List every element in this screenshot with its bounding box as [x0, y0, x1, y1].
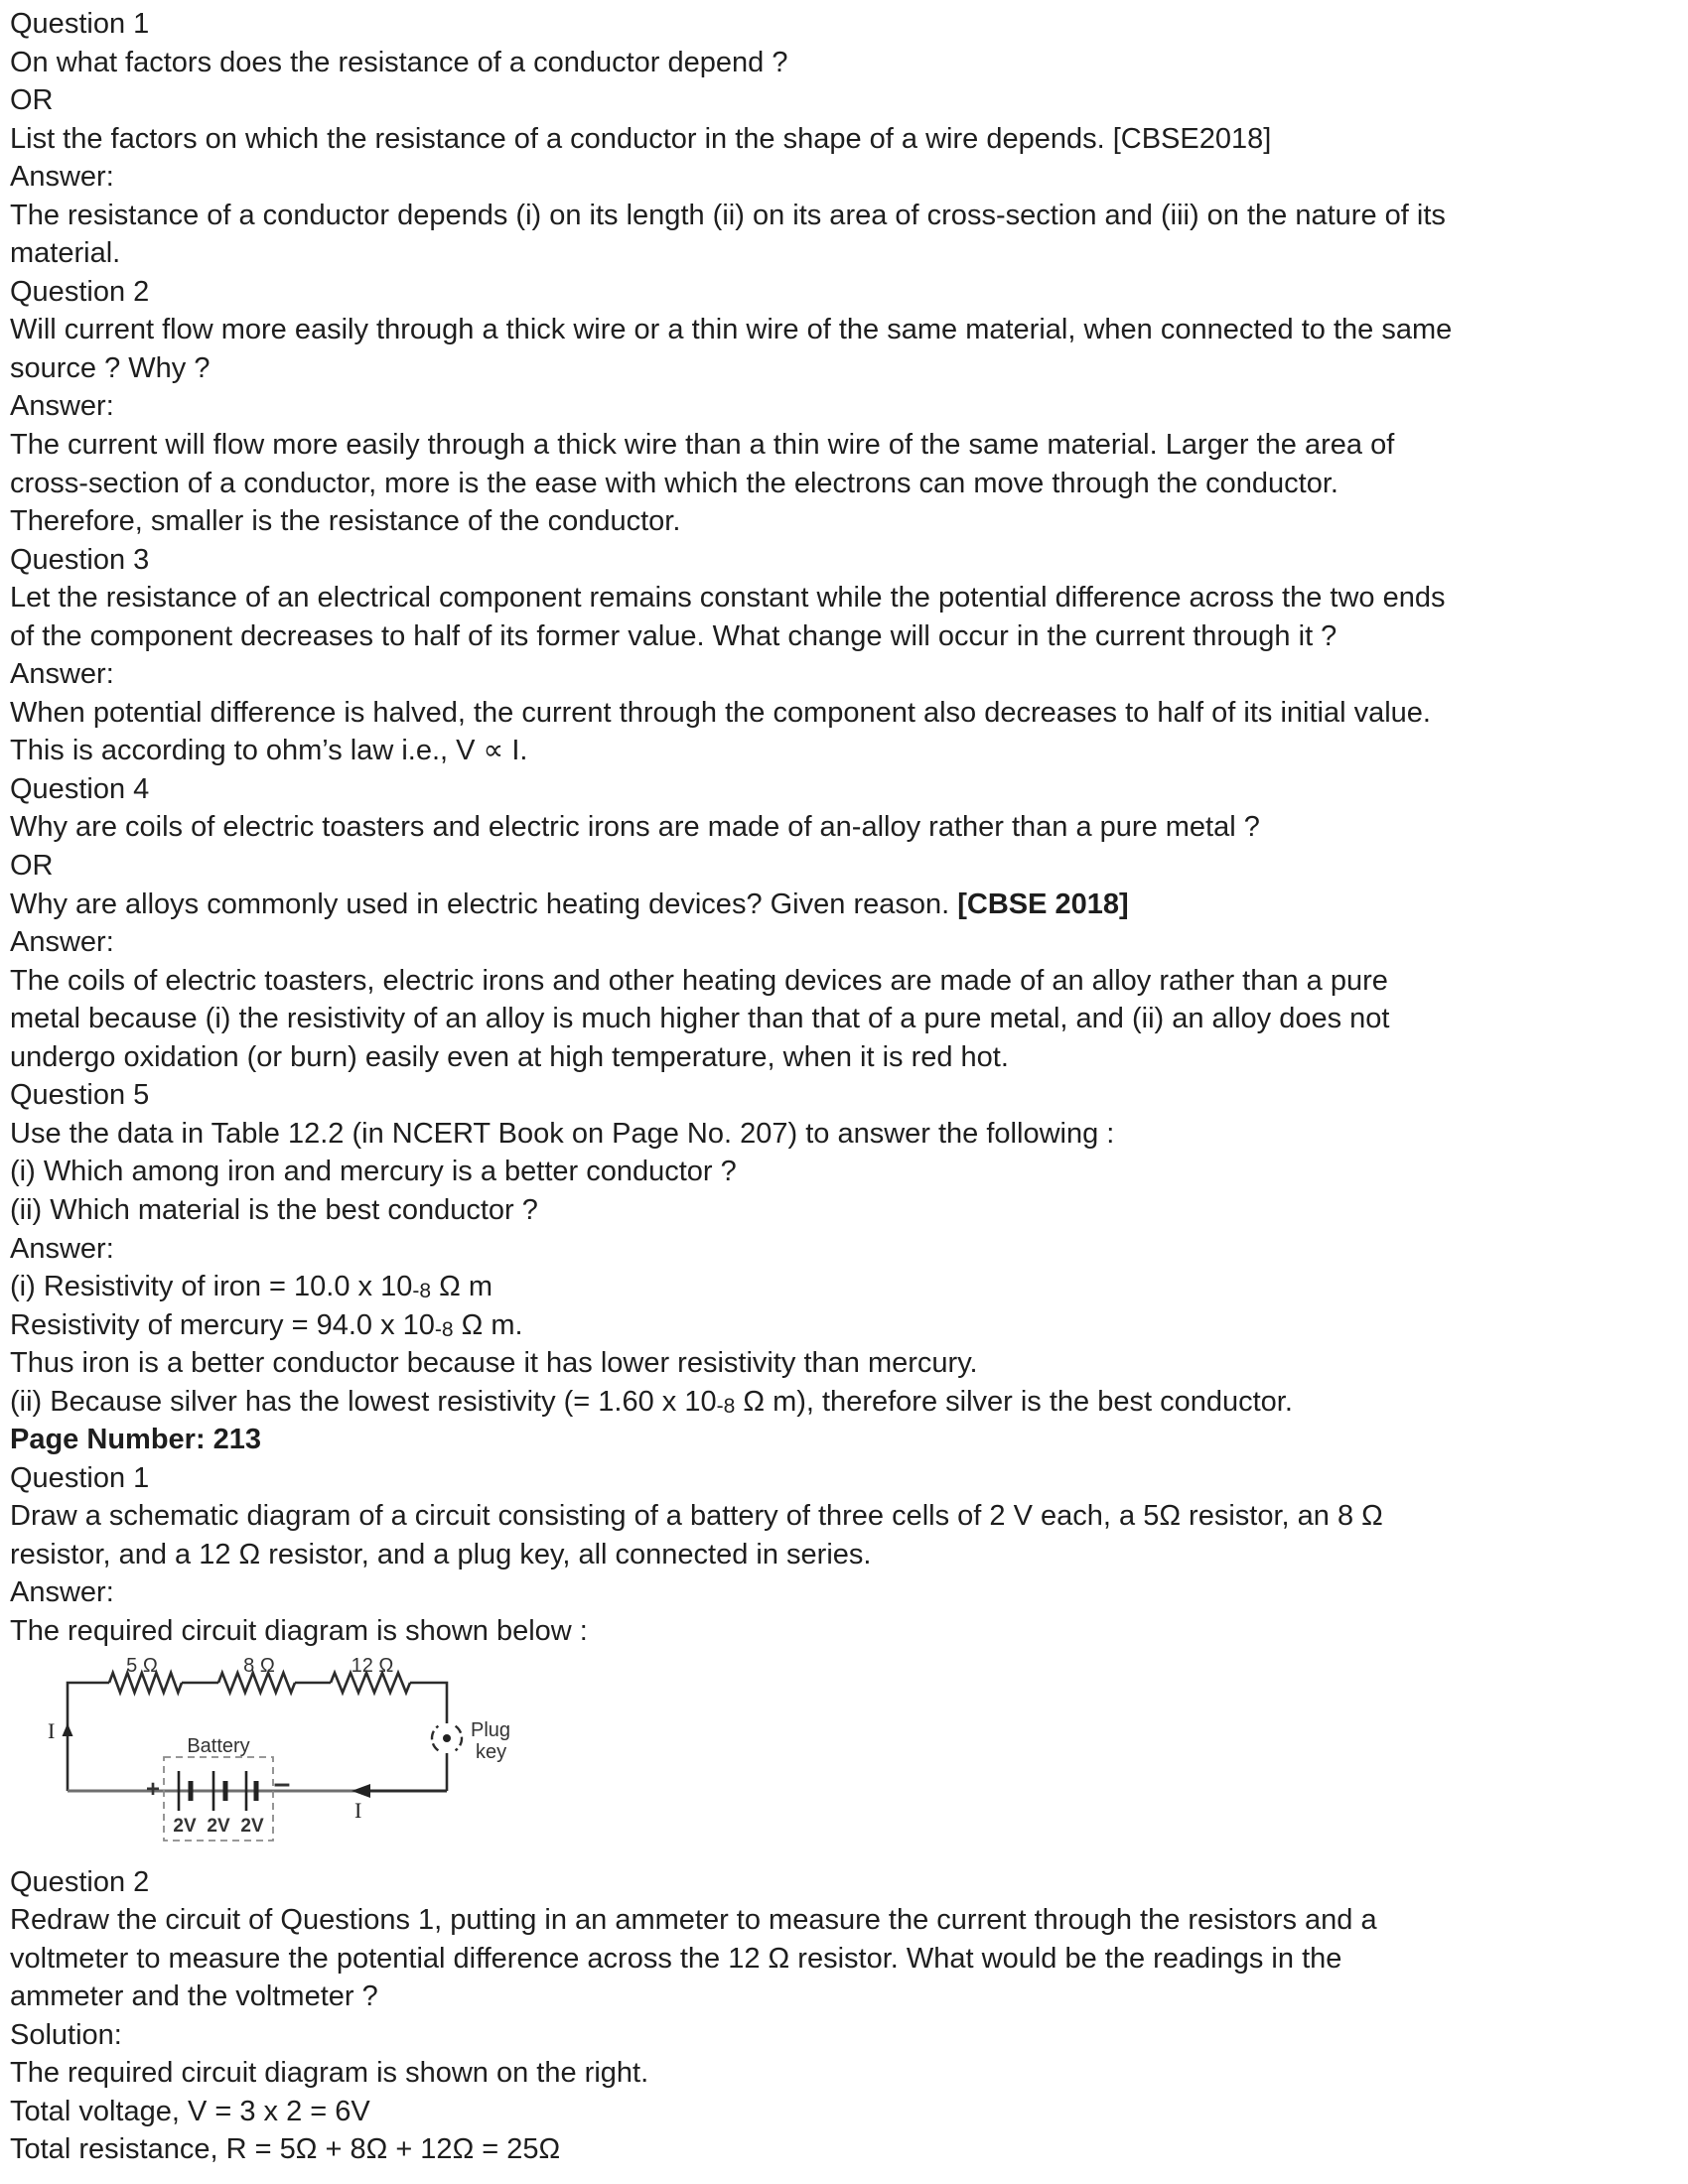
text-line: Answer:	[10, 658, 114, 691]
text-line: Solution:	[10, 2018, 122, 2051]
battery	[146, 1735, 290, 1841]
text-line: Question 4	[10, 772, 150, 805]
text-line: (i) Which among iron and mercury is a better conductor ?	[10, 1156, 737, 1188]
text-line: Resistivity of mercury = 94.0 x $10_{-8}$ Ω m.	[10, 1308, 523, 1341]
text-line: voltmeter to measure the potential difference across the 12 Ω resistor. What would be the readings in the	[10, 1942, 1342, 1975]
text-line: The coils of electric toasters, electric irons and other heating devices are made of an alloy rather than a pure	[10, 964, 1388, 997]
plug-key-label-1: Plug	[471, 1718, 511, 1741]
text-line: Total resistance, R = 5Ω + 8Ω + 12Ω = 25Ω	[10, 2133, 561, 2166]
text-line: ammeter and the voltmeter ?	[10, 1980, 378, 2013]
text-line: Why are coils of electric toasters and electric irons are made of an-alloy rather than a pure metal ?	[10, 811, 1260, 844]
resistor-12ohm-label: 12 Ω	[351, 1654, 394, 1677]
battery-cell-label-2: 2V	[207, 1815, 230, 1837]
text-block-bottom	[10, 1863, 1682, 2169]
text-line: (ii) Which material is the best conductor ?	[10, 1193, 538, 1226]
text-line: OR	[10, 84, 54, 117]
text-line: Redraw the circuit of Questions 1, putting in an ammeter to measure the current through the resistors and a	[10, 1904, 1377, 1937]
text-line: Answer:	[10, 390, 114, 423]
text-line: Let the resistance of an electrical component remains constant while the potential difference across the two ends	[10, 582, 1446, 614]
text-line: Will current flow more easily through a thick wire or a thin wire of the same material, when connected to the same	[10, 314, 1453, 346]
resistor-8ohm-label: 8 Ω	[243, 1654, 275, 1677]
text-line: Question 3	[10, 543, 150, 576]
circuit-wires	[68, 1683, 447, 1791]
text-line: Question 2	[10, 275, 150, 308]
text-line: On what factors does the resistance of a conductor depend ?	[10, 46, 788, 78]
text-line: material.	[10, 237, 121, 270]
text-line: This is according to ohm’s law i.e., V ∝ I.	[10, 735, 528, 767]
text-line: metal because (i) the resistivity of an alloy is much higher than that of a pure metal, and (ii) an alloy does not	[10, 1003, 1390, 1035]
text-block-top	[10, 5, 1682, 1651]
text-line: Draw a schematic diagram of a circuit consisting of a battery of three cells of 2 V each, a 5Ω resistor, an 8 Ω	[10, 1500, 1383, 1533]
current-arrow-left	[352, 1784, 370, 1798]
text-line: undergo oxidation (or burn) easily even at high temperature, when it is red hot.	[10, 1040, 1009, 1073]
current-arrow-up	[63, 1723, 73, 1736]
text-line: The current will flow more easily through a thick wire than a thin wire of the same material. Larger the area of	[10, 429, 1395, 462]
text-line: Therefore, smaller is the resistance of the conductor.	[10, 505, 681, 538]
text-line: Use the data in Table 12.2 (in NCERT Book on Page No. 207) to answer the following :	[10, 1117, 1115, 1150]
text-line: resistor, and a 12 Ω resistor, and a plug key, all connected in series.	[10, 1538, 872, 1570]
text-line: Page Number: 213	[10, 1424, 262, 1456]
circuit-diagram-container	[30, 1651, 1682, 1863]
text-line: The resistance of a conductor depends (i) on its length (ii) on its area of cross-section and (iii) on the nature of its	[10, 199, 1446, 231]
current-label-left: I	[48, 1717, 56, 1743]
text-line: Why are alloys commonly used in electric heating devices? Given reason. [CBSE 2018]	[10, 887, 1129, 920]
battery-minus-sign: –	[273, 1766, 291, 1800]
text-line: Answer:	[10, 1576, 114, 1609]
text-line: OR	[10, 850, 54, 883]
text-line: The required circuit diagram is shown on the right.	[10, 2057, 649, 2090]
circuit-diagram	[30, 1651, 566, 1854]
resistor-5ohm-label: 5 Ω	[126, 1654, 158, 1677]
text-line: Question 5	[10, 1079, 150, 1112]
text-line: Question 1	[10, 8, 150, 40]
text-line: Answer:	[10, 161, 114, 194]
text-line: Thus iron is a better conductor because it has lower resistivity than mercury.	[10, 1347, 978, 1380]
plug-key	[432, 1719, 510, 1763]
text-line: Answer:	[10, 926, 114, 959]
plug-key-label-2: key	[476, 1740, 507, 1763]
text-line: Question 1	[10, 1461, 150, 1494]
text-line: The required circuit diagram is shown below :	[10, 1614, 588, 1647]
text-line: Answer:	[10, 1232, 114, 1265]
battery-cell-label-1: 2V	[173, 1815, 197, 1837]
battery-label: Battery	[187, 1734, 250, 1757]
text-line: When potential difference is halved, the current through the component also decreases to half of its initial value.	[10, 696, 1431, 729]
plug-key-dot	[443, 1734, 451, 1742]
text-line: (ii) Because silver has the lowest resistivity (= 1.60 x $10_{-8}$ Ω m), therefore silver is the best conductor.	[10, 1385, 1293, 1418]
current-label-bottom: I	[354, 1797, 362, 1823]
text-line: List the factors on which the resistance of a conductor in the shape of a wire depends. [CBSE2018]	[10, 122, 1272, 155]
battery-cell-label-3: 2V	[240, 1815, 264, 1837]
text-line: Question 2	[10, 1865, 150, 1898]
text-line: source ? Why ?	[10, 351, 211, 384]
text-line: of the component decreases to half of its former value. What change will occur in the current through it ?	[10, 619, 1337, 652]
text-line: (i) Resistivity of iron = 10.0 x $10_{-8}$ Ω m	[10, 1271, 492, 1303]
battery-plus-sign: +	[145, 1775, 161, 1803]
text-line: cross-section of a conductor, more is the ease with which the electrons can move through the conductor.	[10, 467, 1338, 499]
text-line: Total voltage, V = 3 x 2 = 6V	[10, 2095, 370, 2127]
